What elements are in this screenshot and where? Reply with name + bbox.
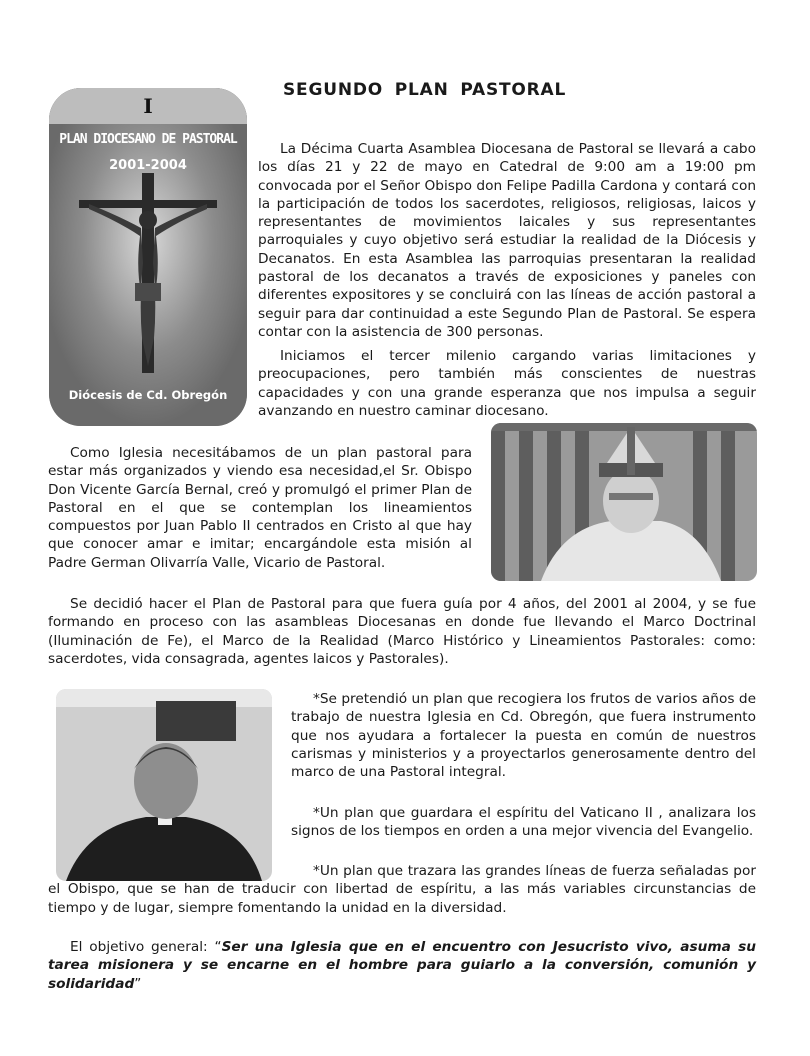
- plan-cover-image: [49, 88, 247, 426]
- cover-heading: PLAN DIOCESANO DE PASTORAL: [59, 132, 237, 147]
- paragraph-asamblea: La Décima Cuarta Asamblea Diocesana de Pastoral se llevará a cabo los días 21 y 22 de mayo en Catedral de 9:00 am a 19:00 pm convocada por el Señor Obispo don Felipe Padilla Cardona y contará con la participación de todos los sacerdotes, religiosos, religiosas, laicos y representantes de movimientos laicales y sus representantes parroquiales y cuyo objetivo será estudiar la realidad de la Diócesis y Decanatos. En esta Asamblea las parroquias presentaran la realidad pastoral de los decanatos a través de exposiciones y paneles con diferentes expositores y se concluirá con las líneas de acción pastoral a seguir para dar continuidad a este Segundo Plan de Pastoral. Se espera contar con la asistencia de 300 personas.: [258, 141, 756, 340]
- paragraph-tercer-milenio: Iniciamos el tercer milenio cargando varias limitaciones y preocupaciones, pero también más conscientes de nuestras capacidades y con una grande esperanza que nos impulsa a seguir avanzando en nuestro caminar diocesano.: [258, 348, 756, 419]
- cover-diocese: Diócesis de Cd. Obregón: [68, 388, 228, 402]
- objetivo-quote: Ser una Iglesia que en el encuentro con Jesucristo vivo, asuma su tarea misionera y se encarne en el hombre para guiarlo a la conversión, comunión y solidaridad: [48, 939, 756, 992]
- paragraph-lineas-de-fuerza: *Un plan que trazara las grandes líneas de fuerza señaladas por el Obispo, que se han de traducir con libertad de espíritu, a las más variables circunstancias de tiempo y de lugar, siempre fomentando la unidad en la diversidad.: [48, 863, 756, 916]
- paragraph-decidio: Se decidió hacer el Plan de Pastoral para que fuera guía por 4 años, del 2001 al 2004, y se fue formando en proceso con las asambleas Diocesanas en donde fue llevando el Marco Doctrinal (Iluminación de Fe), el Marco de la Realidad (Marco Histórico y Lineamientos Pastorales: como: sacerdotes, vida consagrada, agentes laicos y Pastorales).: [48, 596, 756, 667]
- page-title: SEGUNDO PLAN PASTORAL: [283, 80, 567, 100]
- cover-years: 2001-2004: [109, 158, 187, 173]
- priest-photo: [56, 689, 272, 881]
- paragraph-primer-plan: Como Iglesia necesitábamos de un plan pastoral para estar más organizados y viendo esa necesidad,el Sr. Obispo Don Vicente García Bernal, creó y promulgó el primer Plan de Pastoral en el que se contemplan los lineamientos compuestos por Juan Pablo II centrados en Cristo al que hay que conocer amar e imitar; encargándole esta misión al Padre German Olivarría Valle, Vicario de Pastoral.: [48, 445, 472, 571]
- priest-portrait-illustration: [56, 689, 272, 881]
- paragraph-objetivo-general: El objetivo general: “Ser una Iglesia que en el encuentro con Jesucristo vivo, asuma su tarea misionera y se encarne en el hombre para guiarlo a la conversión, comunión y solidaridad”: [48, 939, 756, 992]
- paragraph-pretendio: *Se pretendió un plan que recogiera los frutos de varios años de trabajo de nuestra Iglesia en Cd. Obregón, que fuera instrumento que nos ayudara a fortalecer la puesta en común de nuestros carismas y ministerios y a proyectarlos generosamente dentro del marco de una Pastoral integral.: [291, 691, 756, 781]
- cover-roman-numeral: I: [143, 94, 153, 118]
- bishop-photo: [491, 423, 757, 581]
- paragraph-vaticano: *Un plan que guardara el espíritu del Vaticano II , analizara los signos de los tiempos en orden a una mejor vivencia del Evangelio.: [291, 805, 756, 840]
- bishop-portrait-illustration: [491, 423, 757, 581]
